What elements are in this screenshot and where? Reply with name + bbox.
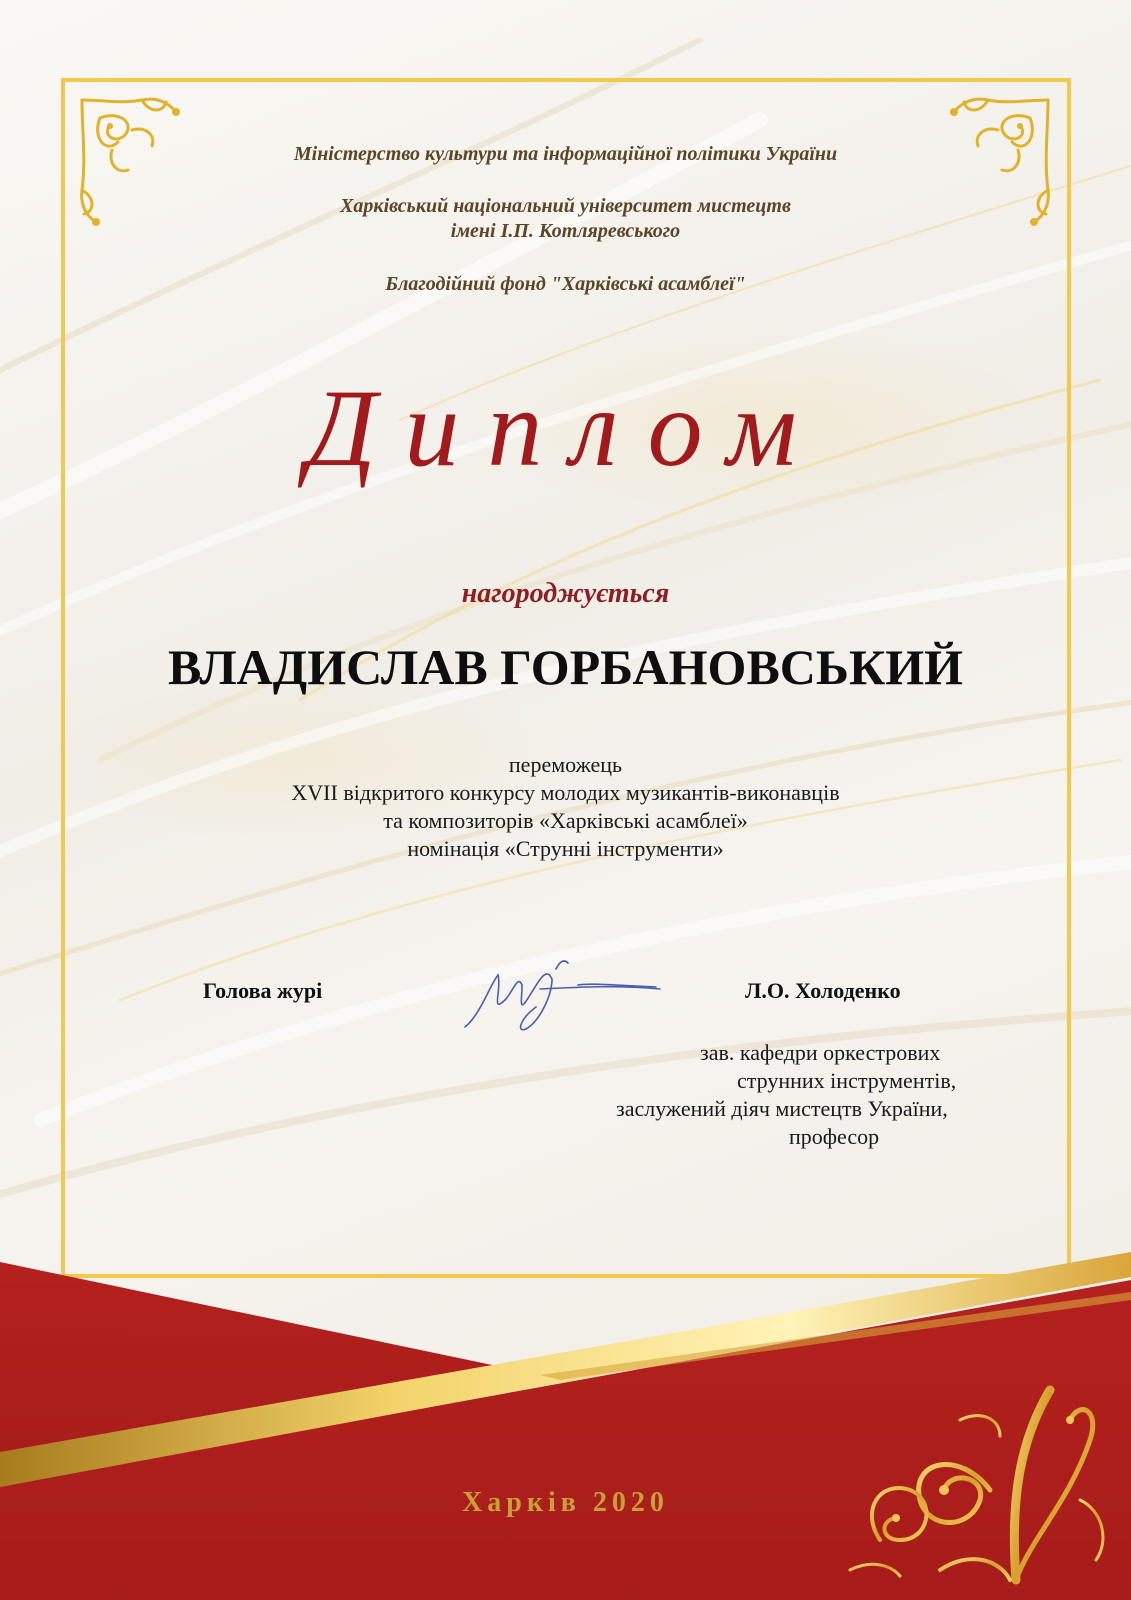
jury-role-line: професор: [789, 1124, 880, 1149]
foundation-text: Благодійний фонд "Харківські асамблеї": [385, 273, 746, 295]
description-line: номінація «Струнні інструменти»: [407, 836, 724, 861]
jury-role-line: заслужений діяч мистецтв України,: [616, 1096, 948, 1121]
ministry-text: Міністерство культури та інформаційної політики України: [293, 143, 838, 165]
jury-role-line: зав. кафедри оркестрових: [700, 1040, 941, 1065]
description-line: переможець: [508, 752, 623, 777]
jury-name: Л.О. Холоденко: [745, 978, 901, 1003]
monogram-icon: [840, 1380, 1120, 1590]
description-line: та композиторів «Харківські асамблеї»: [383, 808, 748, 833]
jury-head-label: Голова журі: [203, 978, 323, 1003]
diploma-title: Диплом: [306, 367, 825, 489]
university-name-text: імені І.П. Котляревського: [450, 220, 681, 242]
university-text: Харківський національний університет мистецтв: [340, 195, 791, 217]
awarded-text: нагороджується: [461, 578, 670, 609]
recipient-name: ВЛАДИСЛАВ ГОРБАНОВСЬКИЙ: [167, 639, 964, 695]
description-line: XVII відкритого конкурсу молодих музикантів-виконавців: [291, 780, 840, 805]
signature-icon: [460, 955, 680, 1035]
jury-role-line: струнних інструментів,: [737, 1068, 957, 1093]
city-year: Харків 2020: [462, 1487, 669, 1518]
